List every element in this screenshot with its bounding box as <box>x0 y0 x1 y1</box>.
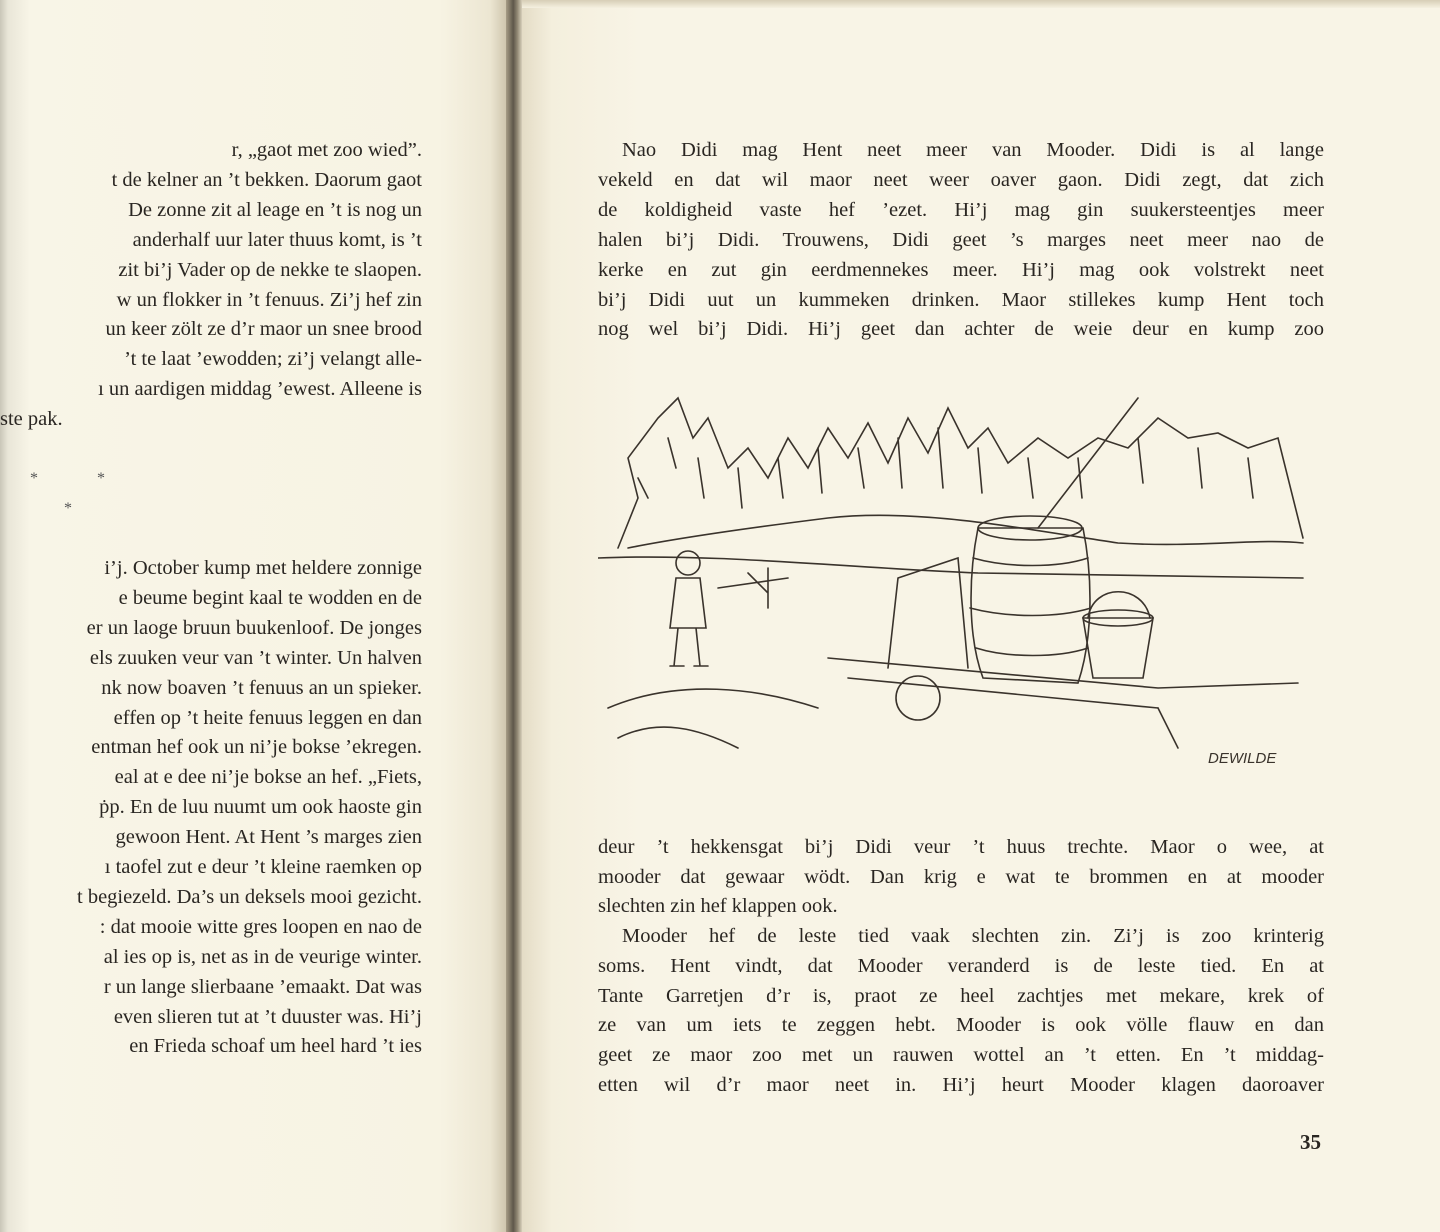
text-line: slechten zin hef klappen ook. <box>598 895 838 918</box>
text-line: even slieren tut at ’t duuster was. Hi’j <box>113 1005 422 1028</box>
text-line: els zuuken veur van ’t winter. Un halven <box>89 646 422 669</box>
text-line: mooder dat gewaar wödt. Dan krig e wat te brommen en at mooder <box>598 865 1324 888</box>
text-line: halen bi’j Didi. Trouwens, Didi geet ’s marges neet meer nao de <box>598 228 1324 251</box>
text-line: bi’j Didi uut un kummeken drinken. Maor stillekes kump Hent toch <box>598 288 1324 311</box>
text-line: er un laoge bruun buukenloof. De jonges <box>86 616 422 639</box>
text-line: ’t te laat ’ewodden; zi’j velangt alle- <box>124 348 422 371</box>
text-line: al ies op is, net as in de veurige winter. <box>103 945 422 968</box>
text-line: ı taofel zut e deur ’t kleine raemken op <box>104 856 422 878</box>
text-line: w un flokker in ’t fenuus. Zi’j hef zin <box>116 288 422 311</box>
text-line: i’j. October kump met heldere zonnige <box>104 557 422 579</box>
bucket <box>1083 592 1153 678</box>
text-line: eal at e dee ni’je bokse an hef. „Fiets, <box>114 766 422 789</box>
text-line: Mooder hef de leste tied vaak slechten zin. Zi’j is zoo krinterig <box>622 925 1324 948</box>
book-gutter <box>506 0 522 1232</box>
text-line: en Frieda schoaf um heel hard ’t ies <box>129 1035 422 1058</box>
text-line: geet ze maor zoo met un rauwen wottel an ’t etten. En ’t middag- <box>598 1043 1324 1066</box>
text-line: nog wel bi’j Didi. Hi’j geet dan achter de weie deur en kump zoo <box>598 318 1324 341</box>
separator-star: * <box>97 470 105 487</box>
text-line: zit bi’j Vader op de nekke te slaopen. <box>118 258 422 281</box>
text-line: Nao Didi mag Hent neet meer van Mooder. Didi is al lange <box>622 139 1324 161</box>
text-line: Tante Garretjen d’r is, praot ze heel zachtjes met mekare, krek of <box>598 984 1324 1007</box>
page-number: 35 <box>1300 1130 1321 1154</box>
text-line: t begiezeld. Da’s un deksels mooi gezicht. <box>77 885 422 908</box>
page-top-edge <box>522 0 1440 8</box>
text-line: r un lange slierbaane ’emaakt. Dat was <box>103 975 422 998</box>
text-line: e beume begint kaal te wodden en de <box>118 586 422 609</box>
text-line: ste pak. <box>0 408 63 431</box>
text-line: etten wil d’r maor neet in. Hi’j heurt Mooder klagen daoroaver <box>598 1073 1324 1096</box>
illustration <box>598 378 1308 773</box>
text-line: : dat mooie witte gres loopen en nao de <box>99 915 422 938</box>
separator-star: * <box>30 470 38 487</box>
text-line: r, „gaot met zoo wied”. <box>231 139 422 161</box>
text-line: vekeld en dat wil maor neet weer oaver gaon. Didi zegt, dat zich <box>598 168 1324 191</box>
artist-signature: DEWILDE <box>1208 750 1277 767</box>
text-line: De zonne zit al leage en ’t is nog un <box>128 198 422 221</box>
text-line: deur ’t hekkensgat bi’j Didi veur ’t huus trechte. Maor o wee, at <box>598 836 1324 858</box>
text-line: ı un aardigen middag ’ewest. Alleene is <box>98 378 422 401</box>
text-line: effen op ’t heite fenuus leggen en dan <box>113 706 422 729</box>
text-line: ze van um iets te zeggen hebt. Mooder is ook völle flauw en dan <box>598 1014 1324 1037</box>
text-line: t de kelner an ’t bekken. Daorum gaot <box>111 168 422 191</box>
text-line: ṗp. En de luu nuumt um ook haoste gin <box>99 796 422 819</box>
text-line: gewoon Hent. At Hent ’s marges zien <box>115 826 422 849</box>
text-line: kerke en zut gin eerdmennekes meer. Hi’j mag ook volstrekt neet <box>598 258 1324 281</box>
text-line: un keer zölt ze d’r maor un snee brood <box>105 318 422 341</box>
text-line: entman hef ook un ni’je bokse ’ekregen. <box>91 736 422 759</box>
boy-figure <box>670 551 708 666</box>
fence <box>718 568 788 608</box>
grass <box>608 689 818 748</box>
text-line: soms. Hent vindt, dat Mooder veranderd is de leste tied. En at <box>598 954 1324 977</box>
separator-star: * <box>64 500 72 517</box>
tree-line <box>618 398 1303 548</box>
text-line: anderhalf uur later thuus komt, is ’t <box>132 228 422 251</box>
text-line: nk now boaven ’t fenuus an un spieker. <box>101 676 422 699</box>
text-line: de koldigheid vaste hef ’ezet. Hi’j mag gin suukersteentjes meer <box>598 198 1324 221</box>
